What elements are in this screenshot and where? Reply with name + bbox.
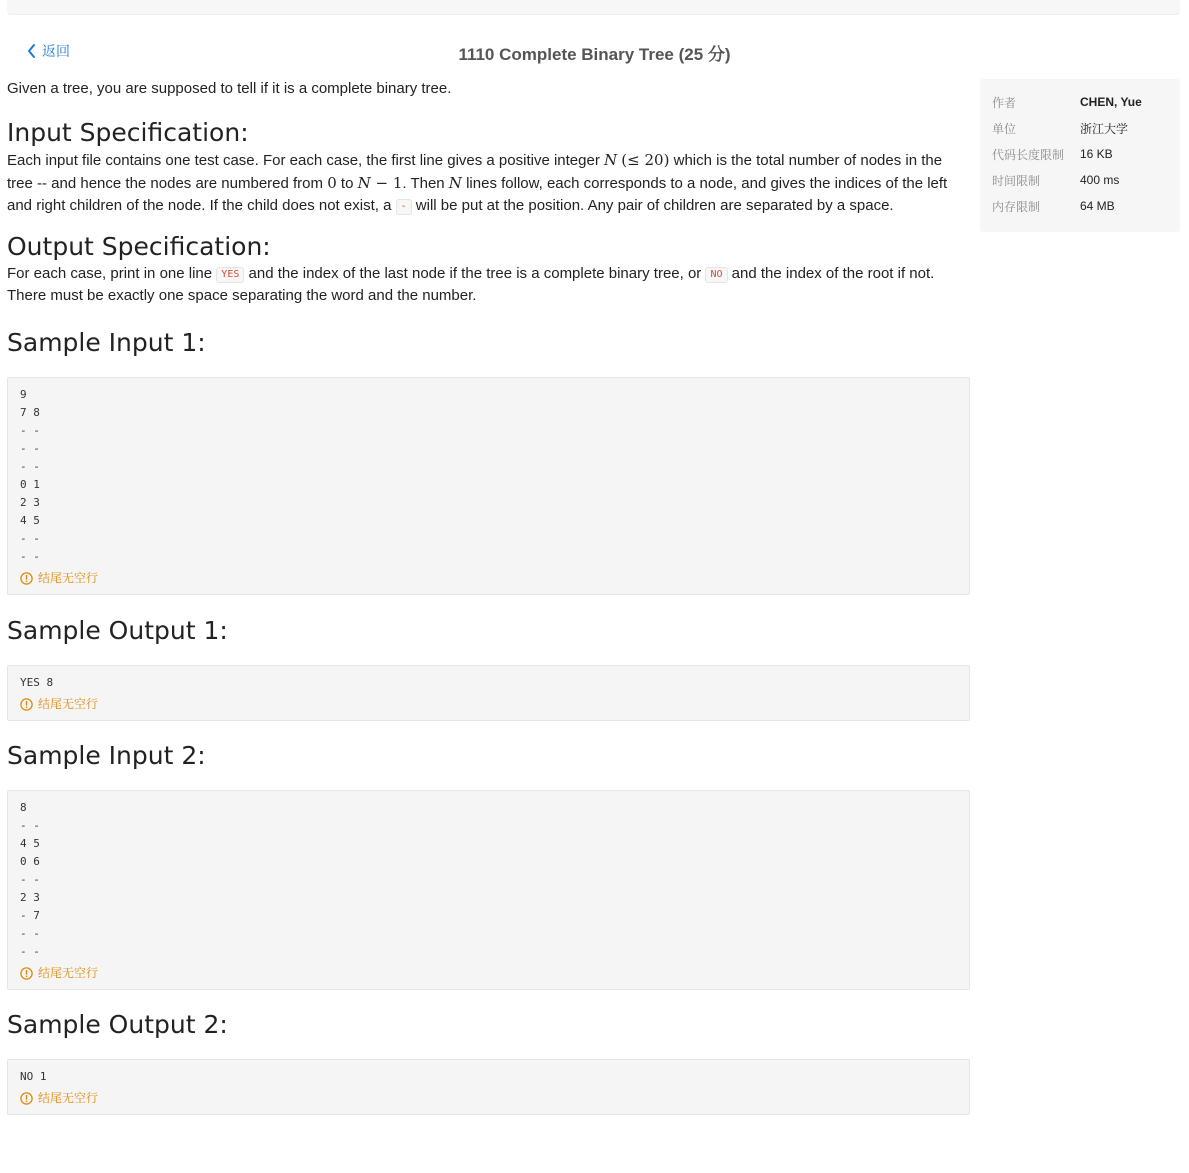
sample-output-2-block[interactable] [7, 1059, 970, 1115]
info-label: 内存限制 [992, 199, 1041, 214]
exclamation-circle-icon [20, 967, 33, 980]
info-value: CHEN, Yue [1080, 95, 1142, 109]
exclamation-circle-icon [20, 698, 33, 711]
problem-info-card [980, 79, 1180, 232]
sample-output-2-heading: Sample Output 2: [7, 1010, 228, 1039]
output-spec-heading: Output Specification: [7, 232, 271, 261]
exclamation-circle-icon [20, 1092, 33, 1105]
sample-output-2-content: NO 1 [20, 1070, 47, 1083]
info-row-memory-limit [992, 193, 1168, 219]
info-value: 64 MB [1080, 199, 1115, 213]
sample-input-2-block[interactable] [7, 790, 970, 990]
sample-input-1-heading: Sample Input 1: [7, 328, 206, 357]
problem-intro: Given a tree, you are supposed to tell if it is a complete binary tree. [7, 80, 452, 97]
info-label: 时间限制 [992, 173, 1041, 188]
info-row-org [992, 115, 1168, 141]
problem-content [7, 78, 972, 1115]
top-bar [7, 0, 1180, 15]
sample-input-2-heading: Sample Input 2: [7, 741, 206, 770]
info-label: 单位 [992, 121, 1017, 136]
sample-input-1-content: 9 7 8 - - - - - - 0 1 2 3 4 5 - - - - [20, 388, 40, 563]
info-label: 代码长度限制 [992, 147, 1065, 162]
no-trailing-newline-note: 结尾无空行 [20, 570, 957, 586]
output-spec-text: For each case, print in one line YES and the index of the last node if the tree is a complete binary tree, or NO and the index of the root if not. There must be exactly one space separating the word and the number. [7, 265, 935, 304]
inline-code-yes: YES [216, 267, 244, 283]
sample-output-1-heading: Sample Output 1: [7, 616, 228, 645]
page-title: 1110 Complete Binary Tree (25 分) [458, 45, 731, 64]
sample-output-1-content: YES 8 [20, 676, 54, 689]
info-row-code-limit [992, 141, 1168, 167]
no-trailing-newline-note: 结尾无空行 [20, 1090, 957, 1106]
info-row-author [992, 89, 1168, 115]
no-trailing-newline-note: 结尾无空行 [20, 965, 957, 981]
back-label: 返回 [42, 43, 70, 59]
info-value: 400 ms [1080, 173, 1120, 187]
sample-input-2-content: 8 - - 4 5 0 6 - - 2 3 - 7 - - - - [20, 801, 40, 958]
exclamation-circle-icon [20, 572, 33, 585]
info-row-time-limit [992, 167, 1168, 193]
inline-code-no: NO [705, 267, 727, 283]
input-spec-heading: Input Specification: [7, 118, 249, 147]
sample-input-1-block[interactable] [7, 377, 970, 595]
info-value: 16 KB [1080, 147, 1113, 161]
sample-output-1-block[interactable] [7, 665, 970, 721]
info-value: 浙江大学 [1080, 121, 1129, 136]
no-trailing-newline-note: 结尾无空行 [20, 696, 957, 712]
inline-code-dash: - [396, 199, 412, 215]
input-spec-text: Each input file contains one test case. For each case, the first line gives a positive integer N (≤ 20) which is the total number of nodes in the tree -- and hence the nodes are numbered from 0 to N − 1. Then N lines follow, each corresponds to a node, and gives the indices of the left and right children of the node. If the child does not exist, a - will be put at the position. Any pair of children are separated by a space. [7, 151, 948, 214]
info-label: 作者 [992, 95, 1017, 110]
